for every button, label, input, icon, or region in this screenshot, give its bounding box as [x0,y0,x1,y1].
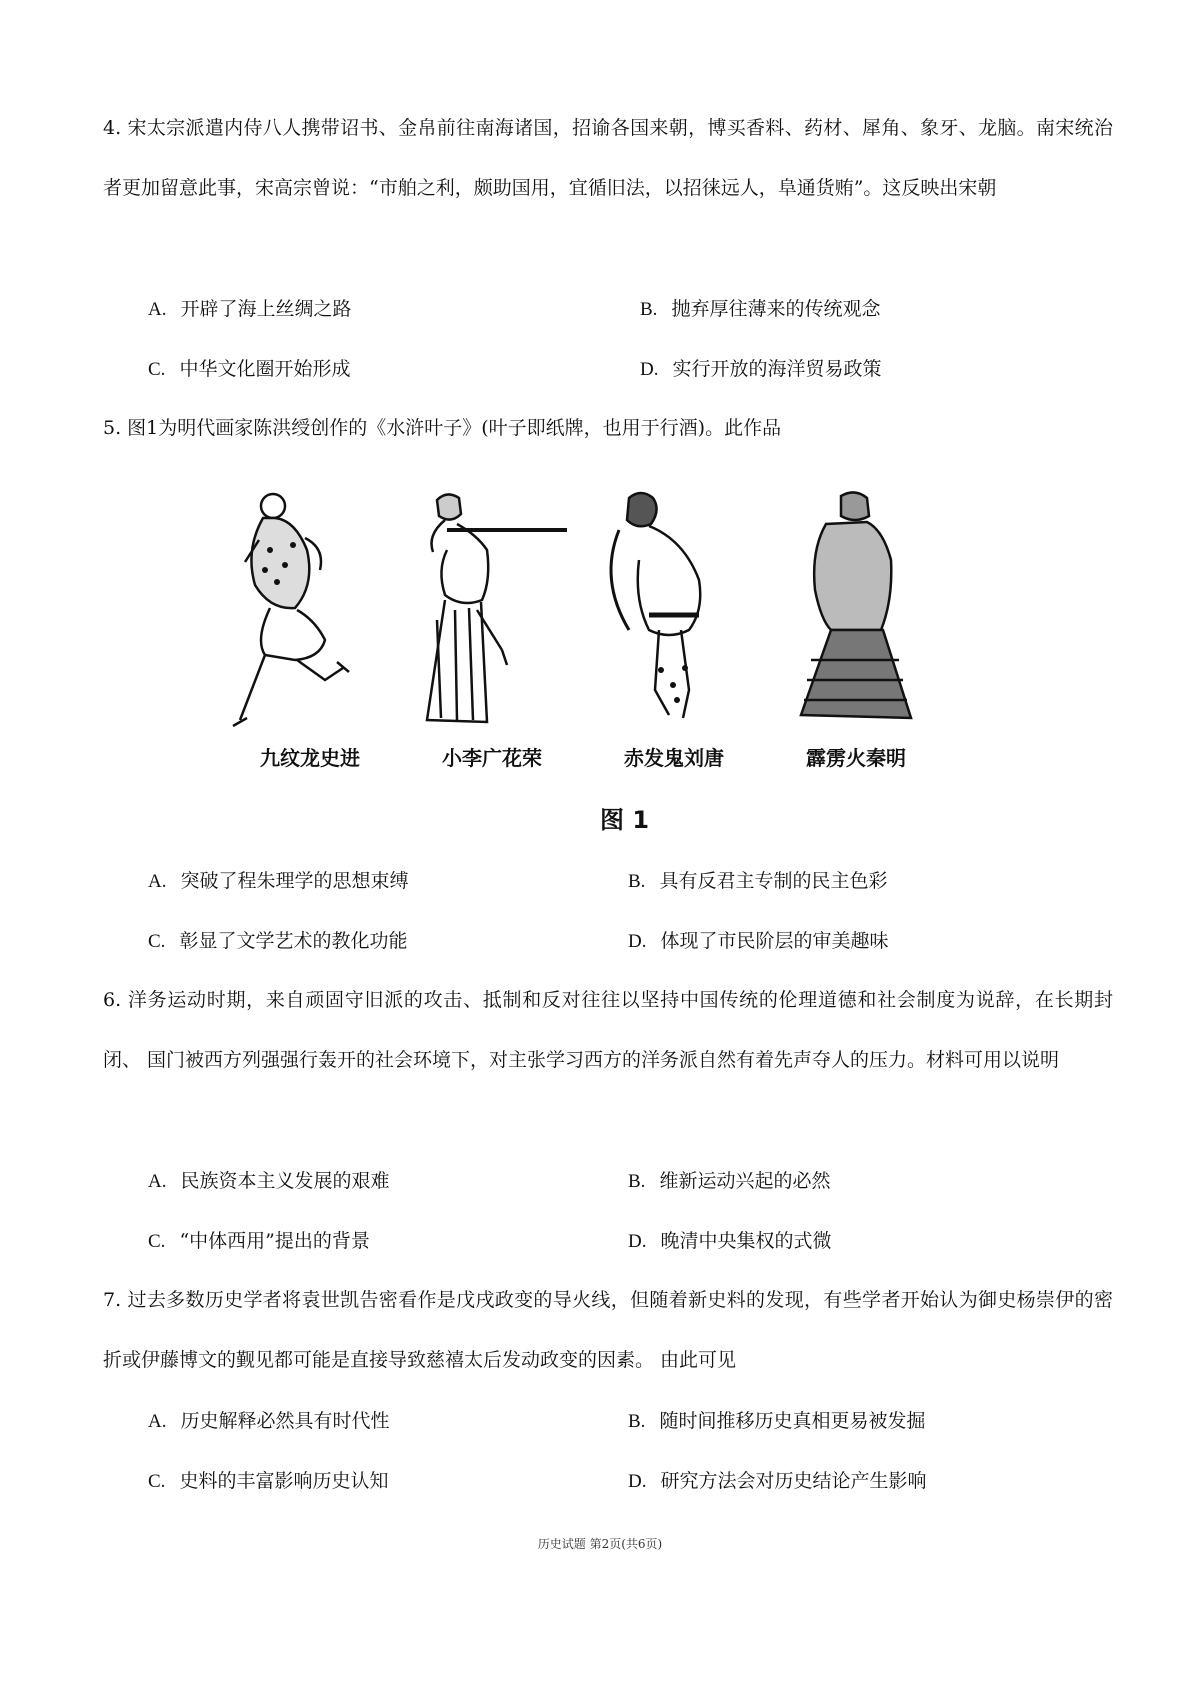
figure-title: 图 1 [600,806,650,834]
page-footer: 历史试题 第2页(共6页) [537,1537,663,1551]
question-7-option-d[interactable] [628,1466,927,1493]
option-letter: C. [148,1471,166,1492]
figure-caption-hua-rong: 小李广花荣 [442,746,542,770]
option-text: 晚清中央集权的式微 [660,1230,832,1252]
option-text: 维新运动兴起的必然 [659,1170,831,1192]
question-7-option-b[interactable] [628,1406,925,1433]
option-text: 突破了程朱理学的思想束缚 [180,870,409,892]
question-4-stem: 4. 宋太宗派遣内侍八人携带诏书、金帛前往南海诸国，招谕各国来朝，博买香料、药材、犀角、象牙、龙脑。南宋统治者更加留意此事，宋高宗曾说：“市舶之利，颇助国用，宜循旧法，以招徕远人，阜通货贿”。这反映出宋朝 [103,117,1113,199]
option-letter: C. [148,1231,166,1252]
option-letter: D. [640,359,659,380]
figure-shi-jin-illustration [225,490,395,735]
question-6-option-c[interactable] [148,1226,370,1253]
question-7-option-c[interactable] [148,1466,388,1493]
option-letter: A. [148,1411,167,1432]
option-letter: D. [628,1231,647,1252]
figure-caption-liu-tang: 赤发鬼刘唐 [624,746,724,770]
option-letter: A. [148,871,167,892]
question-6-option-a[interactable] [148,1166,390,1193]
option-letter: C. [148,931,166,952]
option-text: 历史解释必然具有时代性 [180,1410,390,1432]
question-6-stem: 6. 洋务运动时期，来自顽固守旧派的攻击、抵制和反对往往以坚持中国传统的伦理道德和社会制度为说辞，在长期封闭、 国门被西方列强强行轰开的社会环境下，对主张学习西方的洋务派自然有着先声夺人的压力。材料可用以说明 [103,989,1113,1071]
option-letter: A. [148,1171,167,1192]
figure-caption-shi-jin: 九纹龙史进 [260,746,360,770]
figure-1-illustrations [225,490,945,780]
figure-caption-qin-ming: 霹雳火秦明 [806,746,906,770]
option-letter: B. [628,1411,646,1432]
option-letter: D. [628,931,647,952]
option-text: 具有反君主专制的民主色彩 [659,870,888,892]
question-4-option-c[interactable] [148,354,350,381]
option-text: 彰显了文学艺术的教化功能 [179,930,408,952]
option-text: 民族资本主义发展的艰难 [180,1170,390,1192]
option-text: 实行开放的海洋贸易政策 [672,358,882,380]
option-text: 抛弃厚往薄来的传统观念 [671,298,881,320]
option-letter: D. [628,1471,647,1492]
figure-qin-ming-illustration [771,490,941,735]
question-5-option-d[interactable] [628,926,889,953]
option-text: 随时间推移历史真相更易被发掘 [659,1410,926,1432]
question-7-option-a[interactable] [148,1406,390,1433]
option-letter: B. [640,299,658,320]
figure-hua-rong-illustration [407,490,577,735]
question-7-stem: 7. 过去多数历史学者将袁世凯告密看作是戊戌政变的导火线，但随着新史料的发现，有些学者开始认为御史杨崇伊的密折或伊藤博文的觐见都可能是直接导致慈禧太后发动政变的因素。 由此可见 [103,1289,1113,1371]
question-4-option-d[interactable] [640,354,882,381]
question-5-stem: 5. 图1为明代画家陈洪绶创作的《水浒叶子》(叶子即纸牌，也用于行酒)。此作品 [103,417,782,439]
option-letter: B. [628,871,646,892]
option-letter: C. [148,359,166,380]
option-text: 开辟了海上丝绸之路 [180,298,352,320]
option-letter: A. [148,299,167,320]
option-text: 体现了市民阶层的审美趣味 [660,930,889,952]
option-text: 史料的丰富影响历史认知 [179,1470,389,1492]
option-text: 研究方法会对历史结论产生影响 [660,1470,927,1492]
question-4-option-a[interactable] [148,294,352,321]
option-text: 中华文化圈开始形成 [179,358,351,380]
question-5-option-b[interactable] [628,866,887,893]
option-letter: B. [628,1171,646,1192]
figure-liu-tang-illustration [589,490,759,735]
question-6-option-b[interactable] [628,1166,830,1193]
question-5-option-a[interactable] [148,866,409,893]
option-text: “中体西用”提出的背景 [179,1230,370,1252]
question-6-option-d[interactable] [628,1226,832,1253]
question-5-option-c[interactable] [148,926,407,953]
question-4-option-b[interactable] [640,294,880,321]
